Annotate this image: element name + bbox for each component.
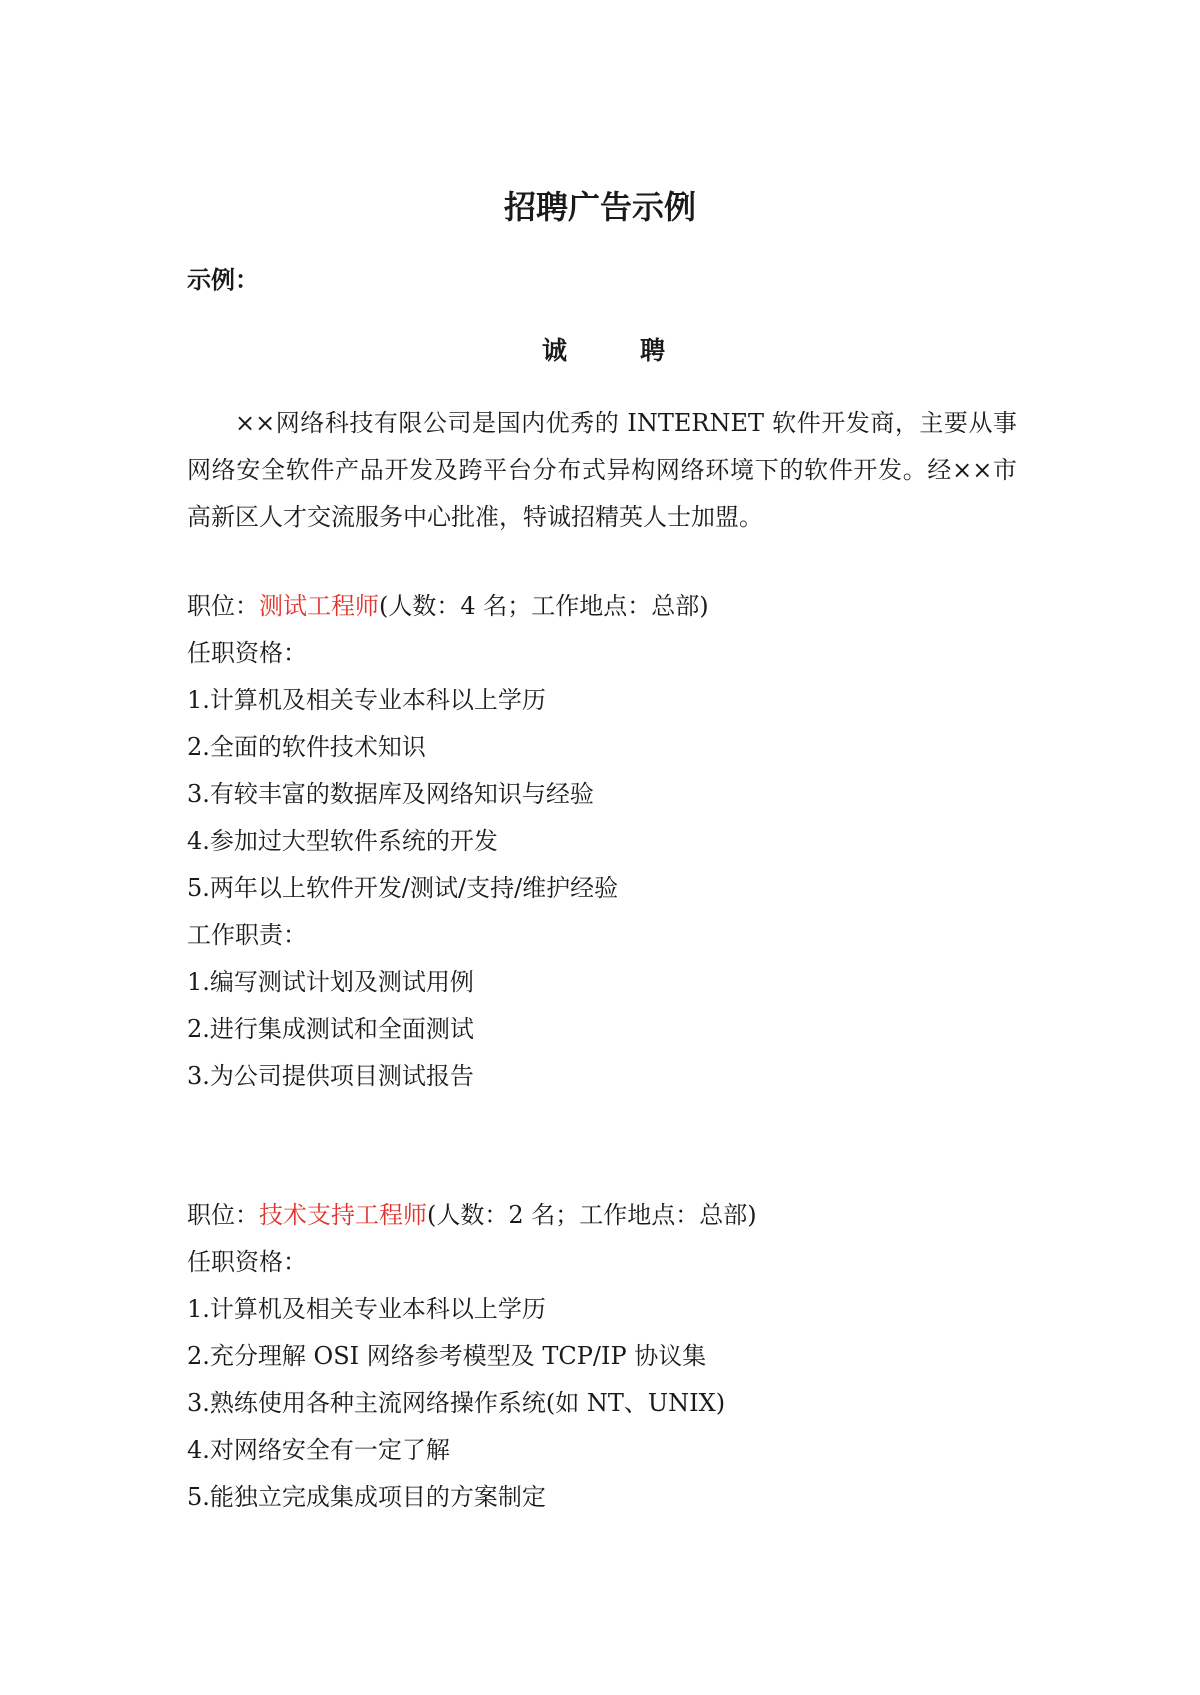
position-1-requirements-label: 任职资格： (187, 639, 307, 667)
position-1-duties-label: 工作职责： (187, 921, 307, 949)
position-2-requirement-1: 1.计算机及相关专业本科以上学历 (187, 1295, 546, 1323)
position-2-prefix: 职位： (187, 1201, 259, 1229)
position-2-requirement-4: 4.对网络安全有一定了解 (187, 1436, 450, 1464)
position-2-title: 技术支持工程师 (259, 1201, 427, 1229)
company-intro: ××网络科技有限公司是国内优秀的 INTERNET 软件开发商，主要从事网络安全软件产品开发及跨平台分布式异构网络环境下的软件开发。经××市高新区人才交流服务中心批准，特诚招精英人士加盟。 (187, 409, 1017, 531)
position-1-duty-3: 3.为公司提供项目测试报告 (187, 1062, 474, 1090)
position-2-requirements-label: 任职资格： (187, 1248, 307, 1276)
position-1-requirement-3: 3.有较丰富的数据库及网络知识与经验 (187, 780, 594, 808)
position-1-duty-2: 2.进行集成测试和全面测试 (187, 1015, 474, 1043)
position-1-requirement-2: 2.全面的软件技术知识 (187, 733, 426, 761)
position-1-line (187, 591, 709, 621)
position-2-line (187, 1200, 757, 1230)
position-1-duty-1: 1.编写测试计划及测试用例 (187, 968, 474, 996)
position-1-prefix: 职位： (187, 592, 259, 620)
position-1-details: (人数：4 名；工作地点：总部) (379, 592, 709, 620)
position-1-requirement-1: 1.计算机及相关专业本科以上学历 (187, 686, 546, 714)
position-2-requirement-2: 2.充分理解 OSI 网络参考模型及 TCP/IP 协议集 (187, 1342, 707, 1370)
document-title: 招聘广告示例 (503, 188, 696, 226)
position-2-requirement-5: 5.能独立完成集成项目的方案制定 (187, 1483, 546, 1511)
position-1-title: 测试工程师 (259, 592, 379, 620)
position-2-details: (人数：2 名；工作地点：总部) (427, 1201, 757, 1229)
position-1-requirement-5: 5.两年以上软件开发/测试/支持/维护经验 (187, 874, 619, 902)
position-1-requirement-4: 4.参加过大型软件系统的开发 (187, 827, 498, 855)
heading-char-pin: 聘 (640, 336, 666, 365)
position-2-requirement-3: 3.熟练使用各种主流网络操作系统(如 NT、UNIX) (187, 1389, 726, 1417)
heading-char-cheng: 诚 (542, 336, 568, 365)
example-label: 示例： (187, 265, 259, 294)
